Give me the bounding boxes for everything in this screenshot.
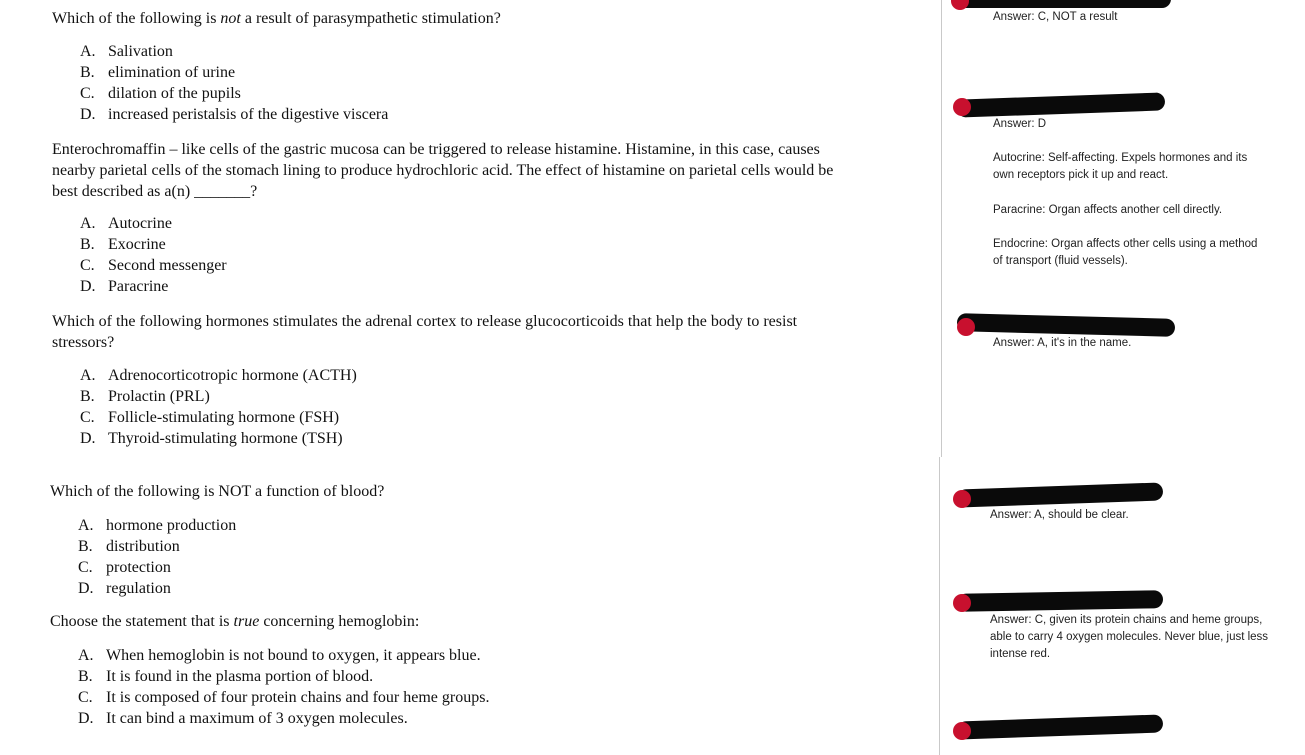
option-a: A. Salivation (80, 43, 173, 60)
option-c: C. protection (78, 559, 171, 576)
comment-pane-divider (941, 0, 942, 457)
question-1-stem: Which of the following is not a result of parasympathetic stimulation? (52, 10, 501, 27)
question-5-stem: Choose the statement that is true concerning hemoglobin: (50, 613, 420, 630)
question-5-options (78, 645, 489, 729)
option-a: A. Autocrine (80, 215, 172, 232)
comment-marker-icon[interactable] (957, 318, 975, 336)
comments-pane (943, 0, 1305, 755)
question-1-options (80, 41, 388, 125)
option-b: B. Prolactin (PRL) (80, 388, 210, 405)
option-c: C. It is composed of four protein chains and four heme groups. (78, 689, 490, 706)
redacted-author (957, 482, 1164, 507)
question-3-options (80, 365, 357, 449)
redacted-author (951, 0, 1171, 8)
question-4-options (78, 515, 236, 599)
option-c: C. dilation of the pupils (80, 85, 241, 102)
option-b: B. elimination of urine (80, 64, 236, 81)
option-b: B. Exocrine (80, 236, 166, 253)
option-a: A. hormone production (78, 517, 237, 534)
option-c: C. Second messenger (80, 257, 227, 274)
comment-2-endocrine[interactable]: Endocrine: Organ affects other cells using a method of transport (fluid vessels). (993, 238, 1258, 267)
comment-2-paracrine[interactable]: Paracrine: Organ affects another cell directly. (993, 204, 1223, 216)
option-d: D. regulation (78, 580, 171, 597)
comment-3[interactable]: Answer: A, it's in the name. (993, 337, 1132, 349)
option-d: D. Paracrine (80, 278, 169, 295)
option-b: B. distribution (78, 538, 180, 555)
comment-marker-icon[interactable] (953, 594, 971, 612)
option-c: C. Follicle-stimulating hormone (FSH) (80, 409, 340, 426)
option-a: A. Adrenocorticotropic hormone (ACTH) (80, 367, 357, 384)
question-2-options (80, 213, 227, 297)
option-d: D. increased peristalsis of the digestive viscera (80, 106, 389, 123)
question-3-stem: Which of the following hormones stimulates the adrenal cortex to release glucocorticoids that help the body to resist stressors? (52, 313, 798, 351)
redacted-author (957, 590, 1163, 612)
comment-marker-icon[interactable] (951, 0, 969, 10)
redacted-author (957, 714, 1164, 739)
question-2-stem: Enterochromaffin – like cells of the gastric mucosa can be triggered to release histamine. Histamine, in this case, causes nearby parietal cells of the stomach lining to produce hydrochloric acid. The effect of histamine on parietal cells would be best described as a(n) _______? (52, 141, 834, 200)
comment-pane-divider-lower (939, 457, 940, 755)
comment-5[interactable]: Answer: C, given its protein chains and heme groups, able to carry 4 oxygen molecules. Never blue, just less intense red. (990, 614, 1269, 660)
question-4-stem: Which of the following is NOT a function of blood? (50, 483, 385, 500)
comment-marker-icon[interactable] (953, 490, 971, 508)
option-d: D. Thyroid-stimulating hormone (TSH) (80, 430, 343, 447)
option-a: A. When hemoglobin is not bound to oxygen, it appears blue. (78, 647, 481, 664)
comment-4[interactable]: Answer: A, should be clear. (990, 509, 1129, 521)
comment-marker-icon[interactable] (953, 722, 971, 740)
option-d: D. It can bind a maximum of 3 oxygen molecules. (78, 710, 408, 727)
comment-marker-icon[interactable] (953, 98, 971, 116)
comment-2[interactable]: Answer: D (993, 118, 1047, 130)
comment-1[interactable]: Answer: C, NOT a result (993, 11, 1118, 23)
comment-2-autocrine[interactable]: Autocrine: Self-affecting. Expels hormones and its own receptors pick it up and react. (993, 152, 1248, 181)
redacted-author (957, 313, 1175, 337)
redacted-author (957, 92, 1166, 117)
option-b: B. It is found in the plasma portion of blood. (78, 668, 374, 685)
